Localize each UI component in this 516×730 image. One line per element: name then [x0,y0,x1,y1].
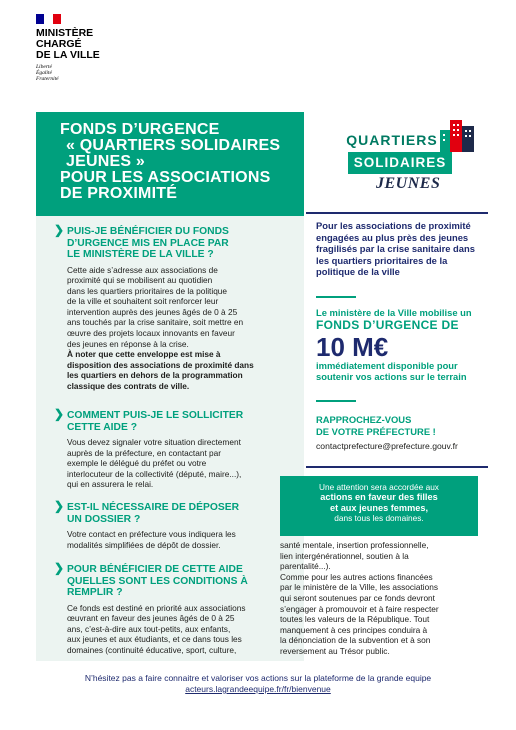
fund-label: FONDS D’URGENCE DE [316,317,459,332]
divider-bottom [306,466,488,468]
section-title [54,407,296,433]
title-line: DE PROXIMITÉ [60,185,178,202]
title-line: CETTE AIDE ? [67,421,137,433]
body-line: proximité qui se mobilisent au quotidien [67,275,213,286]
callout-line: Une attention sera accordée aux [319,482,439,492]
title-line: EST-IL NÉCESSAIRE DE DÉPOSER [67,502,240,513]
body-line: qui en assurera le relai. [67,479,154,490]
chevron-right-icon: ❯ [54,407,65,421]
body-line: œuvrant en faveur des jeunes âgés de 0 à 25 [67,613,235,624]
section-eligibility [54,223,296,392]
title-line: D’URGENCE MIS EN PLACE PAR [67,237,229,249]
title-banner [36,112,304,216]
footer [36,673,480,695]
body-line: ans, c’est-à-dire aux tout-petits, aux enfants, [67,623,231,634]
section-title [54,561,296,599]
bold-line: disposition des associations de proximité dans [67,359,254,370]
body-line: aux jeunes et aux étudiants, et ce dans tous les [67,634,242,645]
separator [316,296,356,298]
chevron-right-icon: ❯ [54,561,65,575]
ministry-line: MINISTÈRE [36,27,94,39]
title-line: REMPLIR ? [67,587,123,598]
title-line: COMMENT PUIS-JE LE SOLLICITER [67,410,244,421]
chevron-right-icon: ❯ [54,223,65,237]
body-line: parentalité...). [280,561,331,572]
bold-line: À noter que cette enveloppe est mise à [67,349,221,360]
body-line: la dénonciation de la subvention et à son [280,635,431,646]
body-line: exemple le délégué du préfet ou votre [67,458,207,469]
body-line: œuvre des projets locaux innovants en faveur [67,328,235,339]
section-body [67,265,296,392]
intro-line: engagées au plus près des jeunes [316,231,469,243]
motto-line: Fraternité [36,76,59,82]
ministry-line: DE LA VILLE [36,49,100,61]
footer-text: N’hésitez pas a faire connaitre et valoriser vos actions sur la plateforme de la grande equipe [84,673,432,683]
body-line: interlocuteur de la collectivité (député, maire...), [67,468,242,479]
body-line: modalités simplifiées de dépôt de dossier. [67,539,221,550]
conditions-continued [280,540,480,657]
platform-link[interactable]: acteurs.lagrandeequipe.fr/fr/bienvenue [185,684,331,694]
title-line: POUR BÉNÉFICIER DE CETTE AIDE [67,564,243,575]
body-line: toutes les valeurs de la République. Tout [280,614,430,625]
intro-text [316,220,486,278]
bold-line: classique des contrats de ville. [67,381,190,392]
intro-line: politique de la ville [316,266,400,278]
body-line: ans touchés par la crise sanitaire, soit mettre en [67,317,244,328]
title-line: UN DOSSIER ? [67,513,141,525]
separator [316,400,356,402]
title-line: QUELLES SONT LES CONDITIONS À [67,575,248,587]
contact-title-line: DE VOTRE PRÉFECTURE ! [316,425,436,437]
section-dossier [54,499,296,550]
callout-bold-line: et aux jeunes femmes, [329,502,429,513]
buildings-icon [438,118,476,152]
brand-line-solidaires: SOLIDAIRES [348,152,452,174]
body-line: par le ministère de la Ville, les associations [280,582,439,593]
republic-motto [36,64,156,82]
section-how-to-request [54,407,296,490]
section-body [67,529,296,550]
title-line: « QUARTIERS SOLIDAIRES JEUNES » [66,137,281,170]
brand-line-jeunes: JEUNES [376,175,441,192]
callout-girls-women [280,476,478,536]
divider-top [306,212,488,214]
french-flag-icon [36,14,61,24]
brand-line-quartiers: QUARTIERS [346,132,438,148]
title-line: FONDS D’URGENCE [60,121,220,138]
section-conditions [54,561,296,655]
fund-after-line: soutenir vos actions sur le terrain [316,371,467,383]
fund-amount: 10 M€ [316,331,389,362]
body-line: domaines (continuité éducative, sport, culture, [67,644,237,655]
contact-block [316,414,486,452]
section-body [67,603,296,656]
ministry-logo [36,14,156,82]
fund-block [316,307,486,383]
intro-line: fragilisés par la crise sanitaire dans [316,243,475,255]
motto-line: Égalité [36,70,52,76]
intro-line: les quartiers prioritaires de la [316,254,448,266]
body-line: Votre contact en préfecture vous indiquera les [67,529,236,539]
body-line: lien intergénérationnel, soutien à la [280,550,409,561]
section-title [54,499,296,525]
section-title [54,223,296,261]
body-line: manquement à ces principes conduira à [280,624,428,635]
chevron-right-icon: ❯ [54,499,65,513]
flag-red [53,14,61,24]
body-line: intervention auprès des jeunes âgés de 0 à 25 [67,306,238,317]
title-line: LE MINISTÈRE DE LA VILLE ? [67,249,214,260]
bold-line: les quartiers en dehors de la programmation [67,370,243,381]
body-line: qui seront soutenues par ce fonds devront [280,592,435,603]
body-line: reversement au Trésor public. [280,645,390,656]
body-line: Cette aide s’adresse aux associations de [67,264,218,275]
contact-title-line: RAPPROCHEZ-VOUS [316,414,412,425]
body-line: santé mentale, insertion professionnelle, [280,540,429,550]
fund-after-line: immédiatement disponible pour [316,359,458,371]
page-title [60,122,304,202]
section-body [67,437,296,490]
intro-line: Pour les associations de proximité [316,220,471,231]
ministry-name [36,28,156,61]
body-line: auprès de la préfecture, en contactant par [67,447,222,458]
body-line: dans les quartiers prioritaires de la politique [67,285,228,296]
contact-email-link[interactable]: contactprefecture@prefecture.gouv.fr [316,441,458,452]
title-line: PUIS-JE BÉNÉFICIER DU FONDS [67,226,229,237]
callout-bold-line: actions en faveur des filles [320,492,438,502]
motto-line: Liberté [36,64,52,70]
body-line: Ce fonds est destiné en priorité aux associations [67,602,246,613]
body-line: de la ville et souhaitent soit renforcer leur [67,296,219,307]
title-line: POUR LES ASSOCIATIONS [60,169,271,186]
callout-line: dans tous les domaines. [334,513,424,524]
fund-intro-line: Le ministère de la Ville mobilise un [316,307,472,318]
body-line: s’engager à promouvoir et à faire respecter [280,603,439,614]
body-line: des jeunes en réponse à la crise. [67,338,189,349]
ministry-line: CHARGÉ [36,38,82,50]
quartiers-solidaires-jeunes-logo [336,118,476,204]
flag-blue [36,14,44,24]
flag-white [44,14,52,24]
body-line: Comme pour les autres actions financées [280,571,433,582]
body-line: Vous devez signaler votre situation directement [67,437,241,447]
